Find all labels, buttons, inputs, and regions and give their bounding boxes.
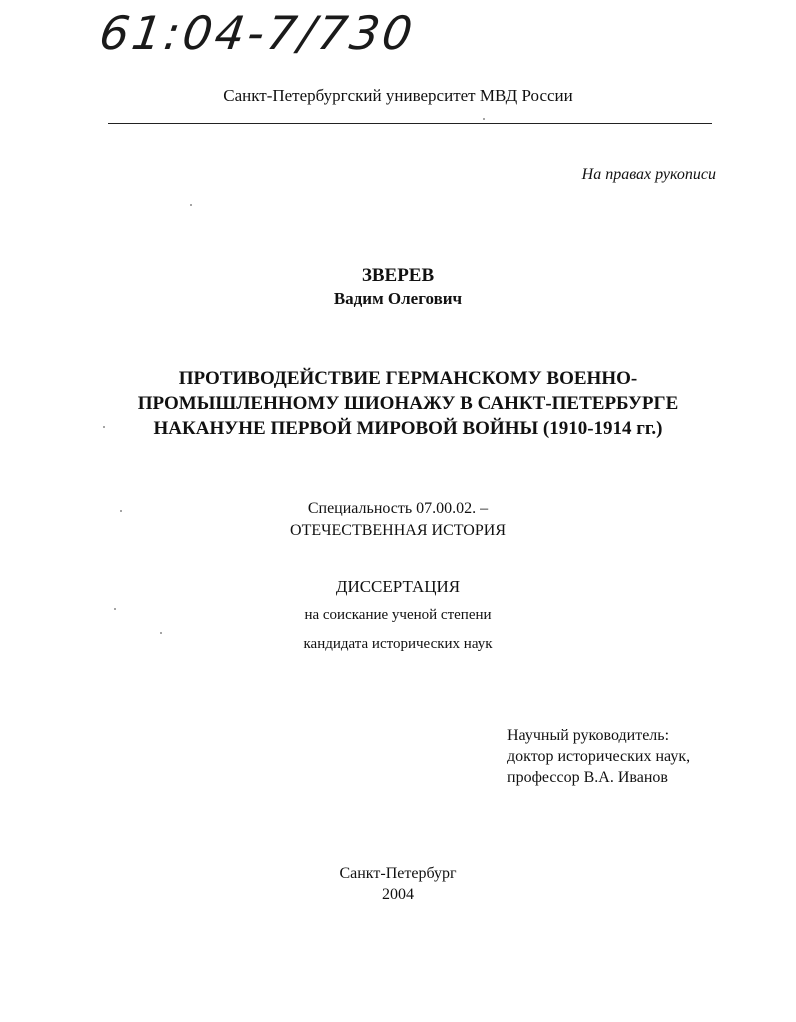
publication-year: 2004 bbox=[382, 886, 414, 903]
dissertation-label: ДИССЕРТАЦИЯ bbox=[335, 577, 461, 596]
scan-speck bbox=[120, 510, 122, 512]
manuscript-rights-note: На правах рукописи bbox=[581, 166, 716, 183]
author-given-names: Вадим Олегович bbox=[333, 289, 463, 308]
specialty-block bbox=[0, 498, 796, 542]
title-line: НАКАНУНЕ ПЕРВОЙ МИРОВОЙ ВОЙНЫ (1910-1914 гг.) bbox=[153, 418, 663, 439]
supervisor-degree: доктор исторических наук, bbox=[507, 748, 691, 765]
handwritten-catalog-number: 61:04-7/730 bbox=[96, 6, 419, 60]
scan-speck bbox=[160, 632, 162, 634]
dissertation-title bbox=[100, 366, 716, 441]
publication-city: Санкт-Петербург bbox=[339, 865, 457, 882]
institution-name: Санкт-Петербургский университет МВД России bbox=[223, 86, 573, 105]
supervisor-block bbox=[507, 725, 690, 788]
degree-name: кандидата исторических наук bbox=[303, 636, 493, 652]
scan-speck bbox=[114, 608, 116, 610]
header-divider bbox=[108, 123, 712, 124]
degree-purpose: на соискание ученой степени bbox=[304, 607, 492, 623]
scan-speck bbox=[483, 118, 485, 120]
supervisor-heading: Научный руководитель: bbox=[507, 727, 670, 744]
publication-place-block bbox=[0, 863, 796, 905]
scan-speck bbox=[190, 204, 192, 206]
specialty-name: ОТЕЧЕСТВЕННАЯ ИСТОРИЯ bbox=[290, 522, 506, 539]
supervisor-name: профессор В.А. Иванов bbox=[507, 769, 668, 786]
scan-speck bbox=[103, 426, 105, 428]
author-surname: ЗВЕРЕВ bbox=[361, 265, 435, 286]
specialty-code: Специальность 07.00.02. – bbox=[307, 500, 489, 517]
title-line: ПРОМЫШЛЕННОМУ ШИОНАЖУ В САНКТ-ПЕТЕРБУРГЕ bbox=[137, 393, 679, 414]
title-line: ПРОТИВОДЕЙСТВИЕ ГЕРМАНСКОМУ ВОЕННО- bbox=[178, 368, 638, 389]
